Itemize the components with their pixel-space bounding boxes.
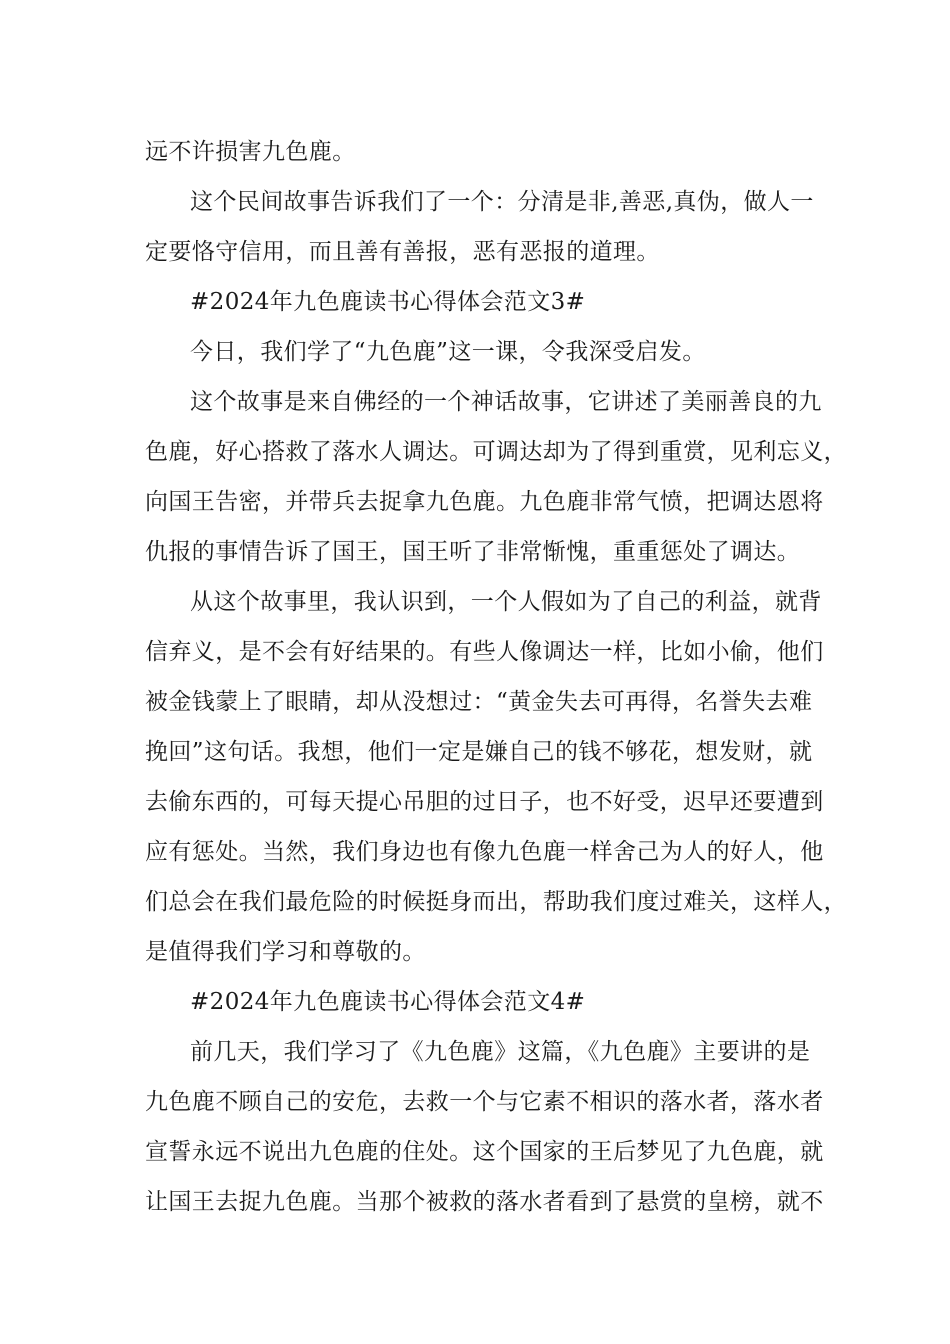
text-line: 前几天，我们学习了《九色鹿》这篇，《九色鹿》主要讲的是 — [190, 1039, 811, 1065]
text-line: 今日，我们学了“九色鹿”这一课，令我深受启发。 — [190, 339, 706, 365]
text-line: 远不许损害九色鹿。 — [145, 139, 356, 165]
text-line: 这个民间故事告诉我们了一个：分清是非,善恶,真伪，做人一 — [190, 189, 814, 215]
text-line: 让国王去捉九色鹿。当那个被救的落水者看到了悬赏的皇榜，就不 — [145, 1189, 824, 1215]
text-line: 是值得我们学习和尊敬的。 — [145, 939, 426, 965]
text-line: 们总会在我们最危险的时候挺身而出，帮助我们度过难关，这样人， — [145, 889, 847, 915]
text-line: 被金钱蒙上了眼睛，却从没想过：“黄金失去可再得，名誉失去难 — [145, 689, 813, 715]
section-heading: #2024年九色鹿读书心得体会范文3# — [190, 289, 586, 315]
text-line: 色鹿，好心搭救了落水人调达。可调达却为了得到重赏，见利忘义， — [145, 439, 847, 465]
section-heading: #2024年九色鹿读书心得体会范文4# — [190, 989, 586, 1015]
text-line: 定要恪守信用，而且善有善报，恶有恶报的道理。 — [145, 239, 660, 265]
text-line: 去偷东西的，可每天提心吊胆的过日子，也不好受，迟早还要遭到 — [145, 789, 824, 815]
text-line: 仇报的事情告诉了国王，国王听了非常惭愧，重重惩处了调达。 — [145, 539, 801, 565]
text-line: 信弃义，是不会有好结果的。有些人像调达一样，比如小偷，他们 — [145, 639, 824, 665]
text-line: 宣誓永远不说出九色鹿的住处。这个国家的王后梦见了九色鹿，就 — [145, 1139, 824, 1165]
text-line: 挽回”这句话。我想，他们一定是嫌自己的钱不够花，想发财，就 — [145, 739, 813, 765]
text-line: 这个故事是来自佛经的一个神话故事，它讲述了美丽善良的九 — [190, 389, 822, 415]
text-line: 九色鹿不顾自己的安危，去救一个与它素不相识的落水者，落水者 — [145, 1089, 824, 1115]
text-line: 从这个故事里，我认识到，一个人假如为了自己的利益，就背 — [190, 589, 822, 615]
text-line: 向国王告密，并带兵去捉拿九色鹿。九色鹿非常气愤，把调达恩将 — [145, 489, 824, 515]
text-line: 应有惩处。当然，我们身边也有像九色鹿一样舍己为人的好人，他 — [145, 839, 824, 865]
